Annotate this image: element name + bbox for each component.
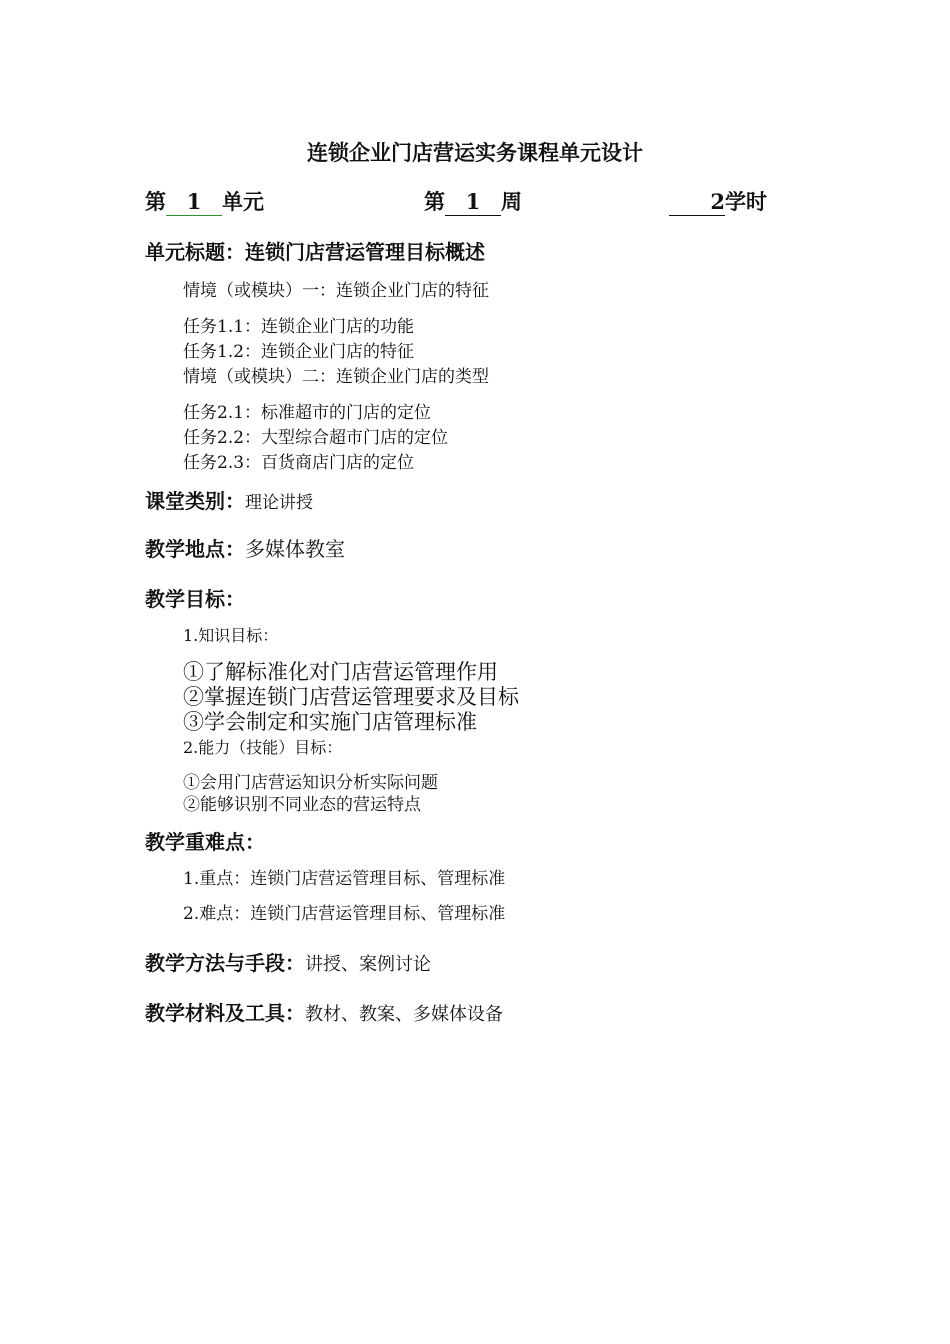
- task-2-2: 任务2.2：大型综合超市门店的定位: [183, 428, 449, 448]
- class-type: [145, 485, 313, 514]
- week-suffix: 周: [501, 189, 522, 214]
- teaching-materials: [145, 997, 503, 1026]
- module-2: 情境（或模块）二：连锁企业门店的类型: [183, 367, 489, 387]
- knowledge-item-1: ①了解标准化对门店营运管理作用: [183, 660, 498, 684]
- task-1-2: 任务1.2：连锁企业门店的特征: [183, 342, 415, 362]
- location-label: 教学地点：: [145, 537, 245, 561]
- objectives-heading: 教学目标：: [145, 587, 245, 611]
- key-points-heading: 教学重难点：: [145, 830, 265, 854]
- unit-number-field: [145, 186, 264, 216]
- class-type-label: 课堂类别：: [145, 489, 245, 513]
- materials-label: 教学材料及工具：: [145, 1001, 305, 1025]
- class-hours-field: [669, 186, 767, 216]
- location-value: 多媒体教室: [245, 537, 345, 561]
- module-1: 情境（或模块）一：连锁企业门店的特征: [183, 281, 489, 301]
- unit-suffix: 单元: [222, 189, 264, 214]
- teaching-methods: [145, 947, 431, 976]
- document-title: 连锁企业门店营运实务课程单元设计: [307, 140, 643, 165]
- key-point-1: 1.重点：连锁门店营运管理目标、管理标准: [183, 869, 506, 889]
- unit-number: 1: [166, 189, 222, 216]
- class-type-value: 理论讲授: [245, 493, 313, 513]
- task-1-1: 任务1.1：连锁企业门店的功能: [183, 317, 415, 337]
- unit-title-label: 单元标题：: [145, 240, 245, 264]
- unit-prefix: 第: [145, 189, 166, 214]
- ability-objective-title: 2.能力（技能）目标：: [183, 738, 343, 757]
- unit-title: [145, 236, 485, 265]
- materials-value: 教材、教案、多媒体设备: [305, 1004, 503, 1025]
- week-number-field: [424, 186, 522, 216]
- knowledge-item-2: ②掌握连锁门店营运管理要求及目标: [183, 685, 519, 709]
- ability-item-2: ②能够识别不同业态的营运特点: [183, 795, 421, 815]
- hours-suffix: 学时: [725, 189, 767, 214]
- knowledge-objective-title: 1.知识目标：: [183, 626, 279, 645]
- week-prefix: 第: [424, 189, 445, 214]
- methods-value: 讲授、案例讨论: [305, 954, 431, 975]
- ability-item-1: ①会用门店营运知识分析实际问题: [183, 773, 438, 793]
- methods-label: 教学方法与手段：: [145, 951, 305, 975]
- knowledge-item-3: ③学会制定和实施门店管理标准: [183, 710, 477, 734]
- week-number: 1: [445, 189, 501, 216]
- unit-title-value: 连锁门店营运管理目标概述: [245, 240, 485, 264]
- hours-number: 2: [669, 189, 725, 216]
- location: [145, 533, 345, 562]
- key-point-2: 2.难点：连锁门店营运管理目标、管理标准: [183, 904, 506, 924]
- task-2-1: 任务2.1：标准超市的门店的定位: [183, 403, 432, 423]
- task-2-3: 任务2.3：百货商店门店的定位: [183, 453, 415, 473]
